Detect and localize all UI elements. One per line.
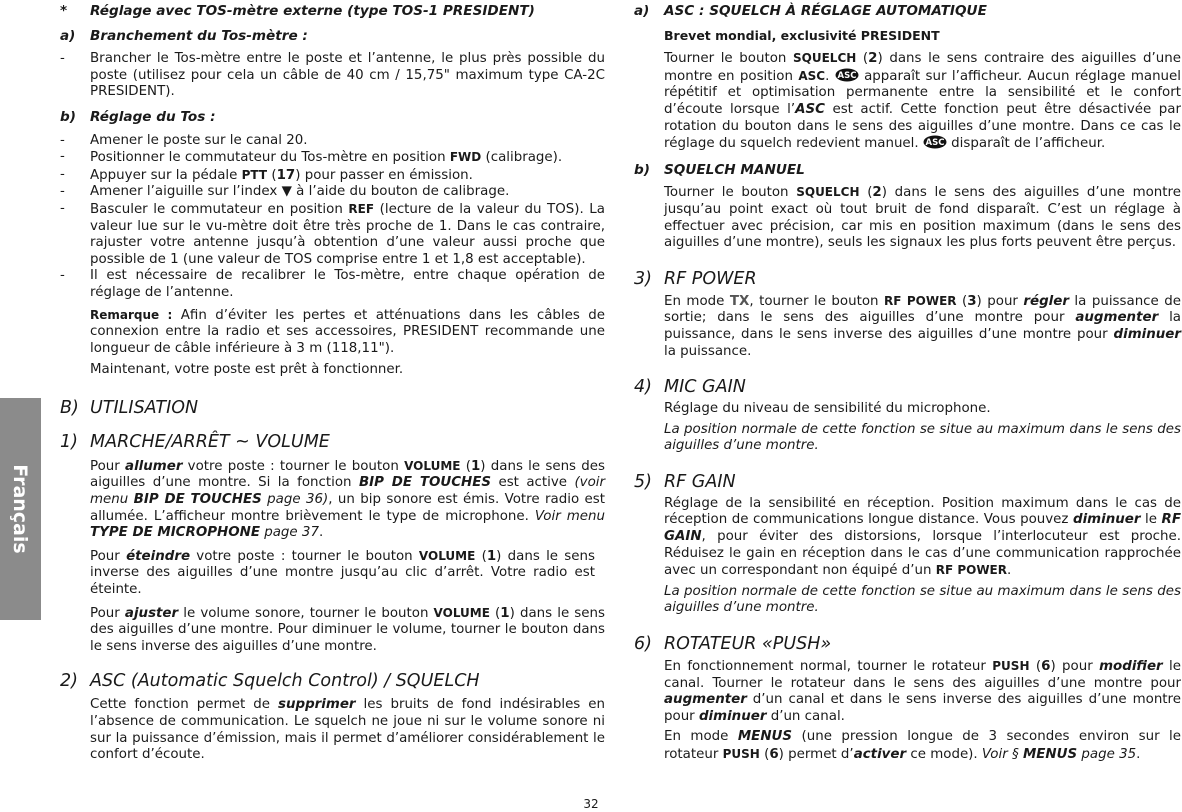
- volume-paragraph-on: Pour allumer votre poste : tourner le bouton VOLUME (1) dans le sens des aiguilles d’une montre. Si la fonction BIP DE TOUCHES est active (voir menu BIP DE TOUCHES page 36), un bip sonore est émis. Votre radio est allumée. L’afficheur montre brièvement le type de microphone. Voir menu TYPE DE MICROPHONE page 37.: [90, 458, 606, 541]
- rf-gain-paragraph: Réglage de la sensibilité en réception. Position maximum dans le cas de réception de communications longue distance. Vous pouvez diminuer le RF GAIN, pour éviter des distorsions, lorsque l’interlocuteur est proche. Réduisez le gain en réception dans le cas d’une communication rapprochée avec un correspondant non équipé d’un RF POWER.: [664, 495, 1181, 579]
- svg-text:ASC: ASC: [925, 138, 945, 149]
- rf-power-paragraph: En mode TX, tourner le bouton RF POWER (3) pour régler la puissance de sortie; dans le sens des aiguilles d’une montre pour augmenter la puissance, dans le sens inverse des aiguilles d’une montre pour diminuer la puissance.: [664, 293, 1181, 359]
- svg-text:ASC: ASC: [837, 70, 857, 81]
- bullet-item: - Appuyer sur la pédale PTT (17) pour passer en émission.: [60, 166, 473, 183]
- asc-heading: a) ASC : SQUELCH À RÉGLAGE AUTOMATIQUE: [634, 3, 987, 19]
- menus-paragraph: En mode MENUS (une pression longue de 3 secondes environ sur le rotateur PUSH (6) permet d’activer ce mode). Voir § MENUS page 35.: [664, 729, 1182, 762]
- index-triangle-icon: ▼: [281, 184, 292, 200]
- right-column: [634, 0, 1181, 764]
- bullet-item: - Positionner le commutateur du Tos-mètre en position FWD (calibrage).: [60, 149, 563, 166]
- volume-heading: 1) MARCHE/ARRÊT ~ VOLUME: [60, 431, 330, 452]
- mic-gain-heading: 4) MIC GAIN: [634, 377, 746, 398]
- tos-heading: * Réglage avec TOS-mètre externe (type TOS-1 PRESIDENT): [60, 3, 535, 19]
- bullet-item: - Il est nécessaire de recalibrer le Tos-mètre, entre chaque opération de réglage de l’antenne.: [60, 268, 605, 300]
- rf-gain-note: La position normale de cette fonction se situe au maximum dans le sens des aiguilles d’une montre.: [664, 583, 1181, 616]
- volume-paragraph-adjust: Pour ajuster le volume sonore, tourner le bouton VOLUME (1) dans le sens des aiguilles d’une montre. Pour diminuer le volume, tourner le bouton dans le sens inverse des aiguilles d’une montre.: [90, 605, 605, 654]
- bullet-item: - Amener l’aiguille sur l’index ▼ à l’aide du bouton de calibrage.: [60, 184, 510, 200]
- push-rotator-heading: 6) ROTATEUR «PUSH»: [634, 634, 832, 655]
- patent-line: Brevet mondial, exclusivité PRESIDENT: [664, 27, 940, 43]
- mic-gain-note: La position normale de cette fonction se situe au maximum dans le sens des aiguilles d’une montre.: [664, 421, 1181, 454]
- squelch-paragraph: Cette fonction permet de supprimer les bruits de fond indésirables en l’absence de communication. Le squelch ne joue ni sur le volume sonore ni sur la puissance d’émission, mais il permet d’améliorer considérablement le confort d’écoute.: [90, 697, 605, 763]
- page-number: 32: [583, 797, 599, 811]
- manual-squelch-heading: b) SQUELCH MANUEL: [634, 161, 805, 178]
- asc-display-icon: [835, 68, 859, 82]
- manual-squelch-paragraph: Tourner le bouton SQUELCH (2) dans le sens des aiguilles d’une montre jusqu’au point exact où tout bruit de fond disparaît. C’est un réglage à effectuer avec précision, car mis en position maximum (dans le sens des aiguilles d’une montre), seuls les signaux les plus forts peuvent être perçus.: [664, 185, 1181, 251]
- push-rotator-paragraph: En fonctionnement normal, tourner le rotateur PUSH (6) pour modifier le canal. Tourner le rotateur dans le sens des aiguilles d’une montre pour augmenter d’un canal et dans le sens inverse des aiguilles d’une montre pour diminuer d’un canal.: [664, 659, 1182, 724]
- remark-paragraph: Remarque : Afin d’éviter les pertes et atténuations dans les câbles de connexion entre la radio et ses accessoires, PRESIDENT recommande une longueur de câble inférieure à 3 m (118,11").: [90, 307, 605, 356]
- tx-mode-icon: TX: [729, 293, 750, 309]
- bullet-item: - Basculer le commutateur en position REF (lecture de la valeur du TOS). La valeur lue sur le vu-mètre doit être très proche de 1. Dans le cas contraire, rajuster votre antenne jusqu’à obtention d’une valeur aussi proche que possible de 1 (une valeur de TOS comprise entre 1 et 1,8 est acceptable).: [60, 200, 605, 267]
- connection-heading: a) Branchement du Tos-mètre :: [60, 27, 308, 44]
- rf-gain-heading: 5) RF GAIN: [634, 471, 736, 492]
- mic-gain-paragraph: Réglage du niveau de sensibilité du microphone.: [664, 401, 991, 417]
- asc-paragraph: Tourner le bouton SQUELCH (2) dans le sens contraire des aiguilles d’une montre en position ASC. ASC apparaît sur l’afficheur. Aucun réglage manuel répétitif et optimisation permanente entre la sensibilité et le confort d’écoute lorsque l’ASC est actif. Cette fonction peut être désactivée par rotation du bouton dans le sens des aiguilles d’une montre. Dans ce cas le réglage du squelch redevient manuel. ASC disparaît de l’afficheur.: [664, 51, 1182, 152]
- left-column: [60, 0, 605, 764]
- language-label: Français: [9, 464, 31, 554]
- tos-adjust-heading: b) Réglage du Tos :: [60, 108, 216, 125]
- squelch-heading: 2) ASC (Automatic Squelch Control) / SQUELCH: [60, 671, 480, 692]
- section-utilisation-heading: B) UTILISATION: [60, 397, 199, 418]
- ready-paragraph: Maintenant, votre poste est prêt à fonctionner.: [90, 362, 404, 378]
- bullet-item: - Amener le poste sur le canal 20.: [60, 132, 308, 148]
- asc-display-icon: [923, 135, 947, 149]
- bullet-item: - Brancher le Tos-mètre entre le poste et l’antenne, le plus près possible du poste (utilisez pour cela un câble de 40 cm / 15,75" maximum type CA-2C PRESIDENT).: [60, 51, 605, 100]
- language-side-tab: [0, 398, 41, 620]
- rf-power-heading: 3) RF POWER: [634, 268, 757, 289]
- volume-paragraph-off: Pour éteindre votre poste : tourner le bouton VOLUME (1) dans le sens inverse des aiguilles d’une montre jusqu’au clic d’arrêt. Votre radio est éteinte.: [90, 548, 595, 598]
